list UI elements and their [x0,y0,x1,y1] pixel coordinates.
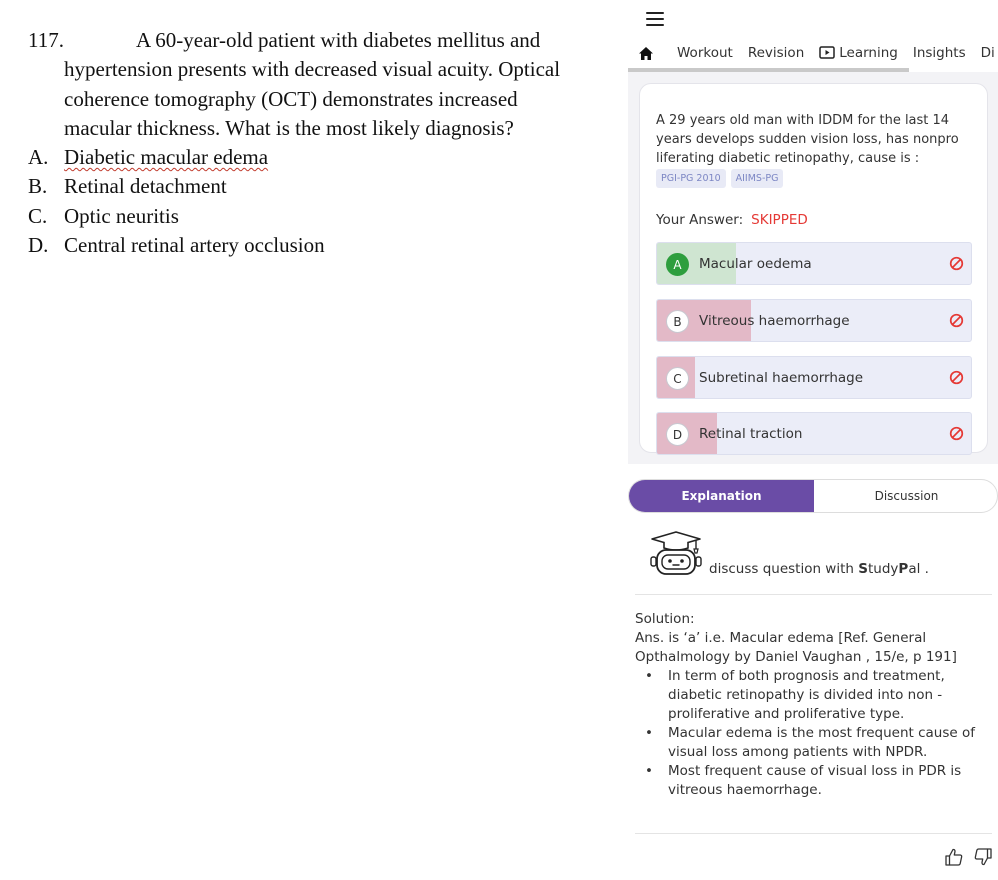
solution-answer: Ans. is ‘a’ i.e. Macular edema [Ref. General Opthalmology by Daniel Vaughan , 15/e, p 191] [635,630,957,665]
solution-bullet: • Most frequent cause of visual loss in PDR is vitreous haemorrhage. [635,762,990,800]
tag-aiims: AIIMS-PG [731,169,784,188]
option-c-badge: C [666,367,689,390]
solution-title: Solution: [635,611,695,627]
question-number: 117. [28,28,64,52]
solution-bullet: • Macular edema is the most frequent cause of visual loss among patients with NPDR. [635,724,990,762]
divider [635,594,992,595]
robot-graduate-icon [648,530,704,578]
hamburger-icon[interactable] [646,12,664,26]
tab-discussion[interactable]: Discussion [874,489,939,503]
document-option-c: C. Optic neuritis [28,203,179,228]
ban-icon [949,313,964,328]
explanation-discussion-tabs [628,479,998,513]
option-b-label: Vitreous haemorrhage [699,313,850,329]
studypal-text: discuss question with StudyPal . [709,561,929,577]
document-option-b: B. Retinal detachment [28,174,227,199]
studypal-prompt[interactable] [648,530,988,580]
solution-section [635,610,990,800]
option-d[interactable] [656,412,972,455]
option-a[interactable] [656,242,972,285]
option-b-badge: B [666,310,689,333]
nav-revision[interactable]: Revision [747,45,805,61]
option-a-badge: A [666,253,689,276]
exam-tags [656,169,783,188]
tab-explanation[interactable]: Explanation [629,480,814,512]
home-icon[interactable] [630,39,662,67]
ban-icon [949,256,964,271]
top-nav [628,38,998,68]
nav-learning[interactable]: Learning [819,45,898,61]
question-line: coherence tomography (OCT) demonstrates increased [64,86,518,111]
question-line: hypertension presents with decreased visual acuity. Optical [64,57,561,82]
thumbs-down-icon[interactable] [973,847,993,867]
app-panel [628,0,998,880]
option-b[interactable] [656,299,972,342]
nav-workout[interactable]: Workout [677,45,733,61]
spellcheck-text: Diabetic macular edema [64,145,269,170]
option-d-badge: D [666,423,689,446]
option-c[interactable] [656,356,972,399]
question-line: macular thickness. What is the most likely diagnosis? [64,115,514,140]
document-question [28,26,598,260]
solution-bullets [635,667,990,800]
tag-pgi: PGI-PG 2010 [656,169,726,188]
ban-icon [949,426,964,441]
thumbs-up-icon[interactable] [944,847,964,867]
question-text: A 29 years old man with IDDM for the last 14 years develops sudden vision loss, has nonpro liferating diabetic retinopathy, cause is : [656,113,959,166]
play-box-icon [819,46,835,60]
divider [635,833,992,834]
document-option-d: D. Central retinal artery occlusion [28,233,325,258]
solution-bullet: • In term of both prognosis and treatment, diabetic retinopathy is divided into non - proliferative and proliferative type. [635,667,990,724]
option-a-label: Macular oedema [699,256,812,272]
answer-status: SKIPPED [751,212,808,228]
question-card [639,83,988,453]
option-d-label: Retinal traction [699,426,803,442]
question-first-line: 117. A 60-year-old patient with diabetes mellitus and [28,26,598,55]
option-c-label: Subretinal haemorrhage [699,370,864,386]
ban-icon [949,370,964,385]
question-area [628,72,998,464]
nav-insights[interactable]: Insights [912,45,966,61]
nav-discussion-truncated[interactable]: Di [980,45,995,61]
document-option-a: A. Diabetic macular edema [28,143,598,172]
your-answer-row: Your Answer: SKIPPED [656,212,808,228]
